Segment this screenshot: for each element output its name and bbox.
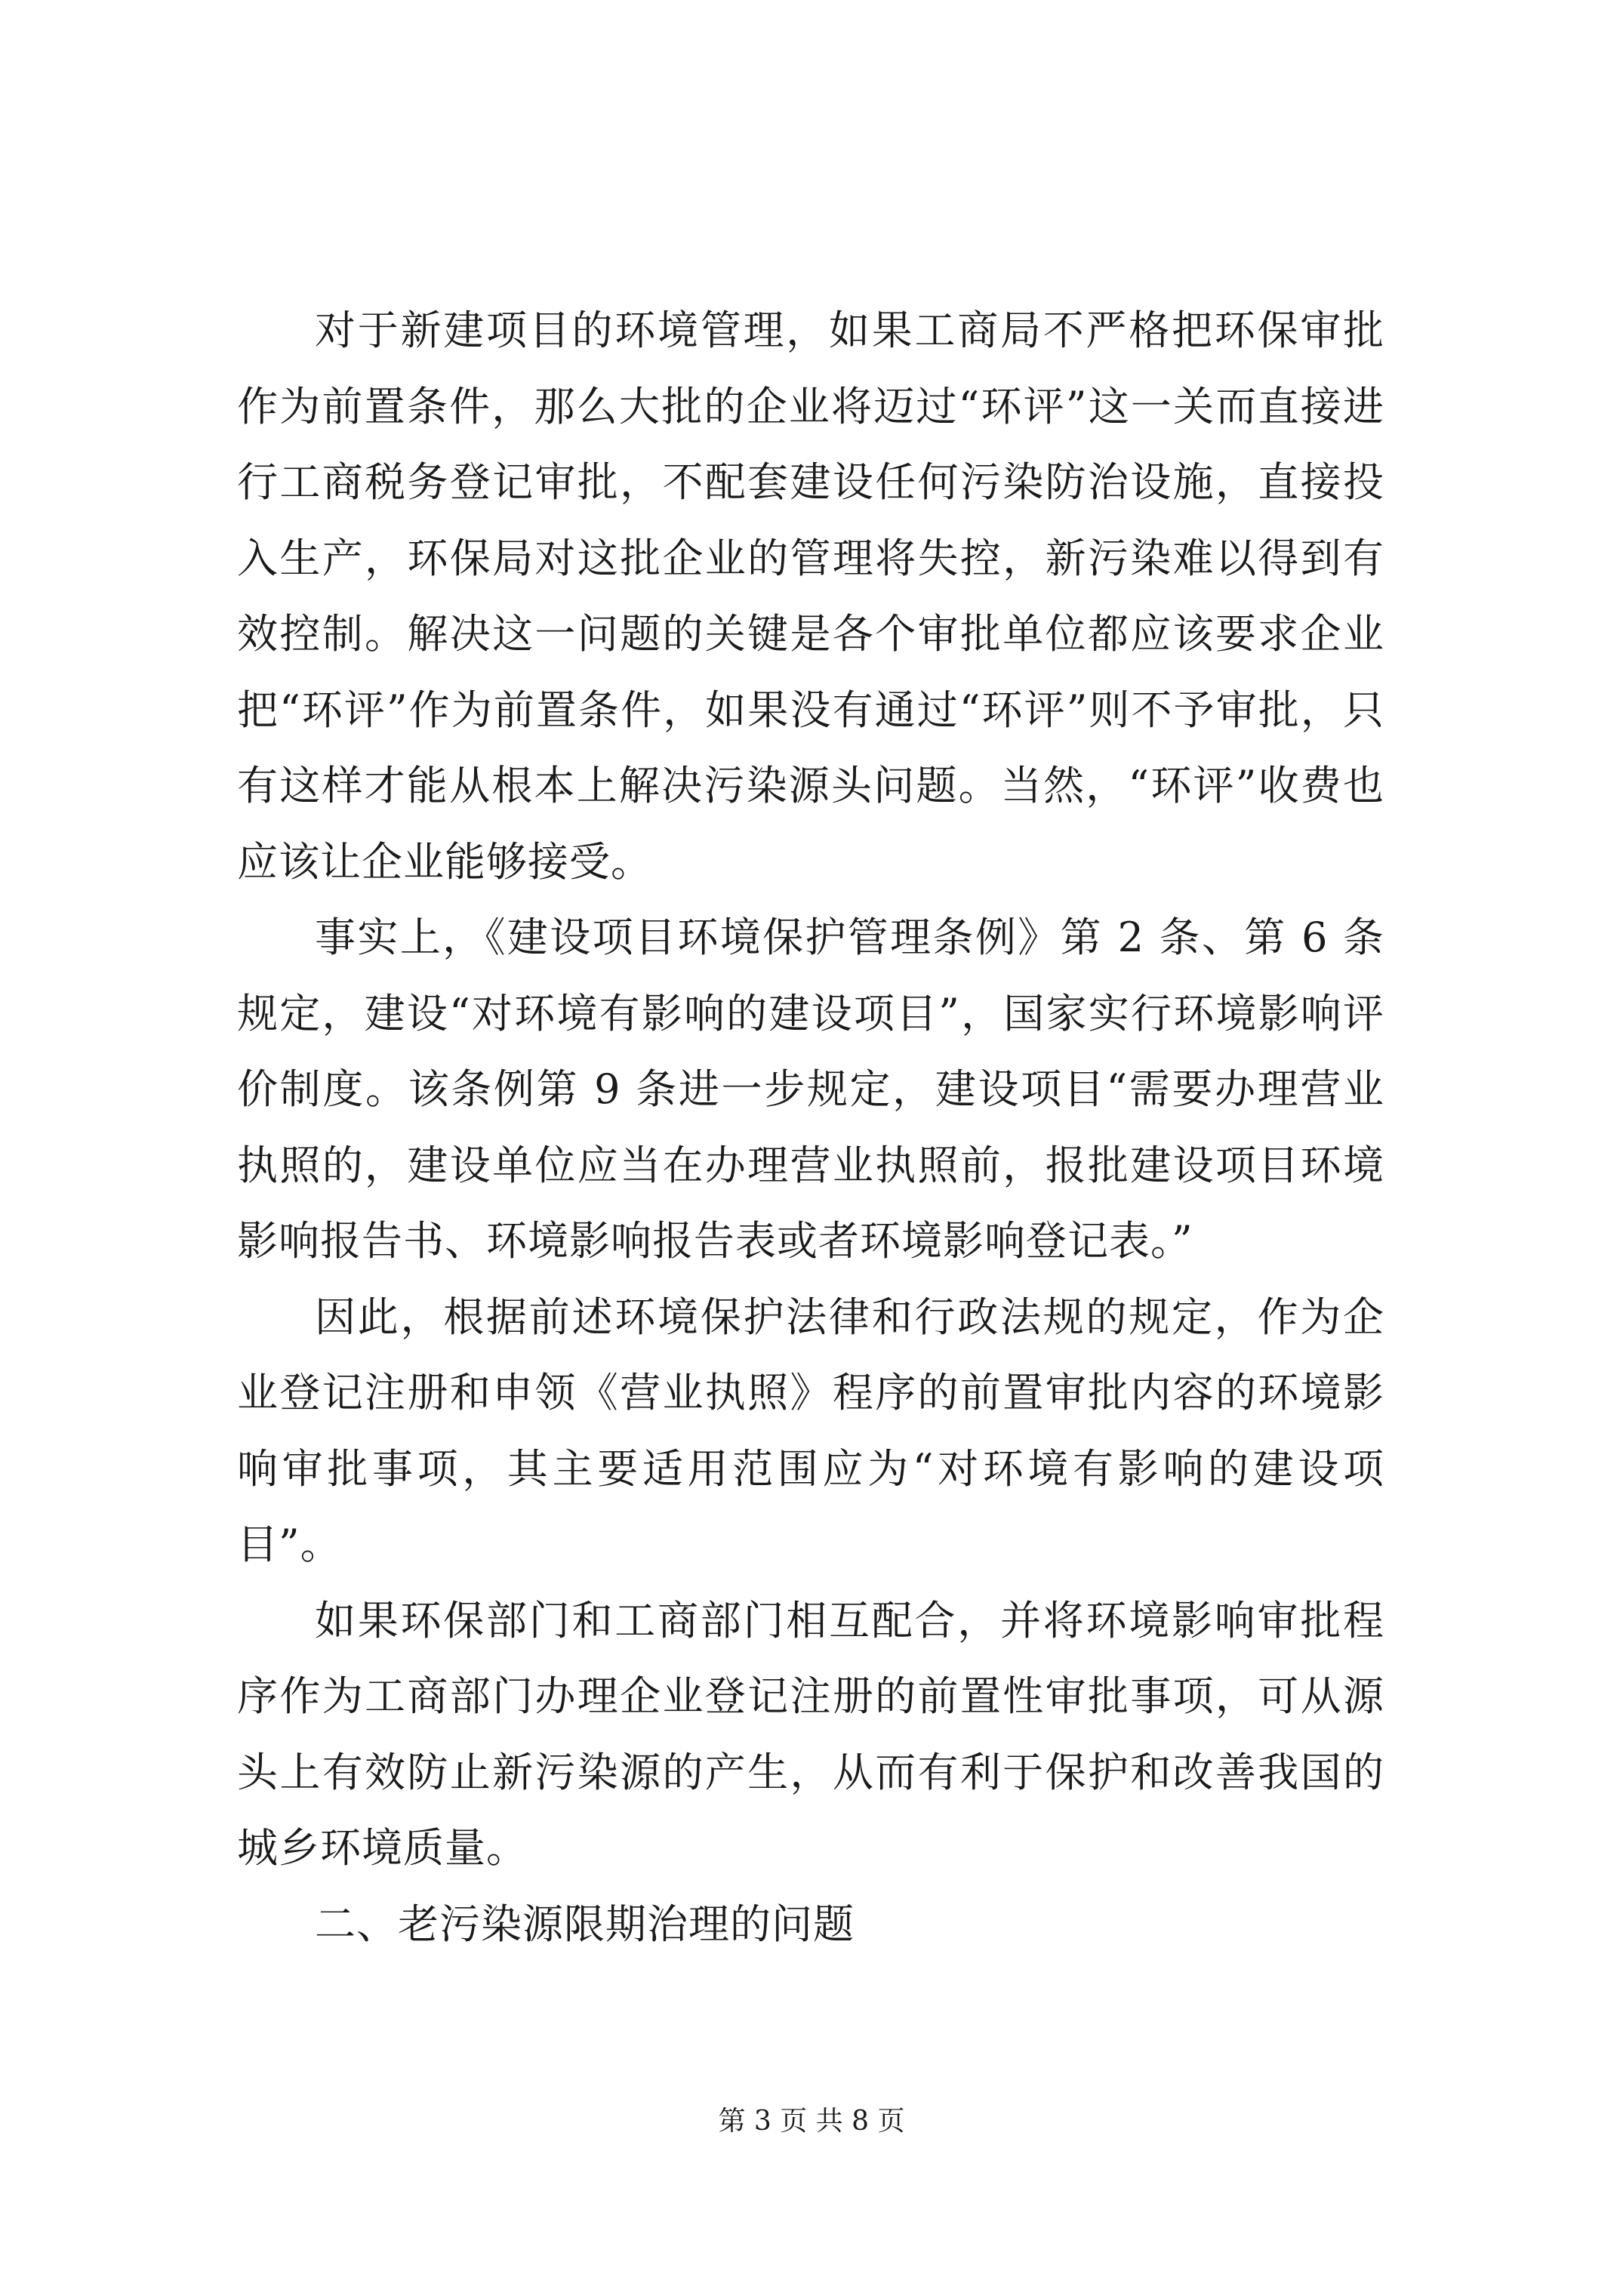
paragraph-department-cooperation: 如果环保部门和工商部门相互配合，并将环境影响审批程序作为工商部门办理企业登记注册的前置性审批事项，可从源头上有效防止新污染源的产生，从而有利于保护和改善我国的城乡环境质量。: [237, 1596, 1384, 1872]
document-body: [237, 293, 1384, 1962]
paragraph-new-project-env-management: 对于新建项目的环境管理，如果工商局不严格把环保审批作为前置条件，那么大批的企业将迈过“环评”这一关而直接进行工商税务登记审批，不配套建设任何污染防治设施，直接投入生产，环保局对这批企业的管理将失控，新污染难以得到有效控制。解决这一问题的关键是各个审批单位都应该要求企业把“环评”作为前置条件，如果没有通过“环评”则不予审批，只有这样才能从根本上解决污染源头问题。当然，“环评”收费也应该让企业能够接受。: [237, 307, 1384, 886]
paragraph-regulation-articles: 事实上，《建设项目环境保护管理条例》第 2 条、第 6 条规定，建设“对环境有影响的建设项目”，国家实行环境影响评价制度。该条例第 9 条进一步规定，建设项目“需要办理营业执照的，建设单位应当在办理营业执照前，报批建设项目环境影响报告书、环境影响报告表或者环境影响登记表。”: [237, 914, 1384, 1265]
paragraph-scope-of-approval: 因此，根据前述环境保护法律和行政法规的规定，作为企业登记注册和申领《营业执照》程序的前置审批内容的环境影响审批事项，其主要适用范围应为“对环境有影响的建设项目”。: [237, 1293, 1384, 1568]
page-footer: 第 3 页 共 8 页: [718, 2106, 905, 2137]
section-heading: 二、老污染源限期治理的问题: [315, 1900, 855, 1948]
